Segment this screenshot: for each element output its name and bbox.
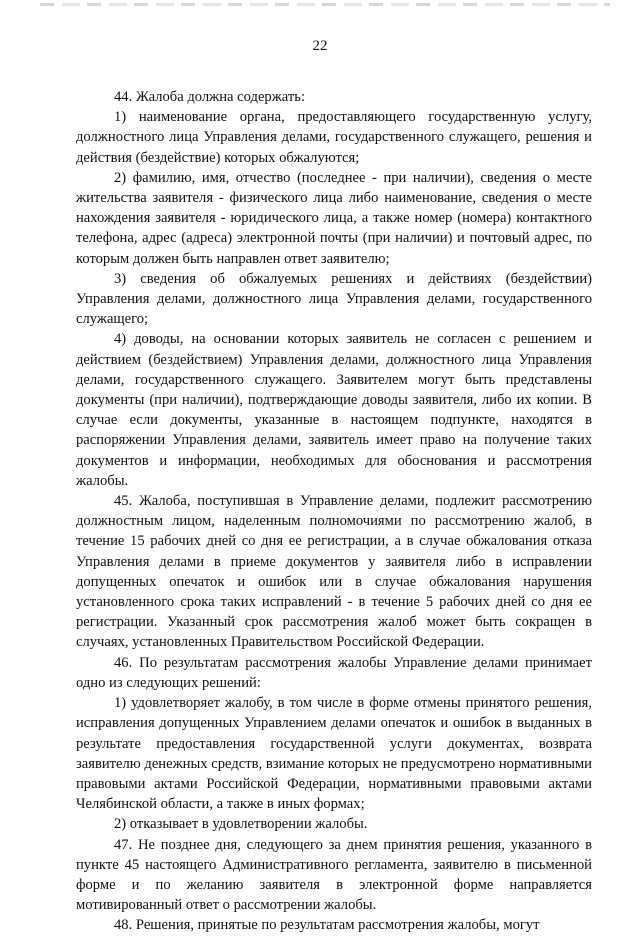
- paragraph-44-heading: 44. Жалоба должна содержать:: [114, 89, 305, 105]
- paragraph-46-item-2: 2) отказывает в удовлетворении жалобы.: [114, 816, 368, 833]
- paragraph-44-item-1: 1) наименование органа, предоставляющего государственную услугу, должностного лица Управления делами, государственного служащего, решения и действия (бездействие) которых обжалуются;: [76, 109, 592, 166]
- page-number: 22: [312, 38, 328, 54]
- paragraph-48: 48. Решения, принятые по результатам рассмотрения жалобы, могут: [114, 917, 540, 934]
- paragraph-44-item-3: 3) сведения об обжалуемых решениях и действиях (бездействии) Управления делами, должностного лица Управления делами, государственного служащего;: [76, 270, 592, 328]
- paragraph-44-item-2: 2) фамилию, имя, отчество (последнее - при наличии), сведения о месте жительства заявителя - физического лица либо наименование, сведения о месте нахождения заявителя - юридического лица, а также номер (номера) контактного телефона, адрес (адреса) электронной почты (при наличии) и почтовый адрес, по которым должен быть направлен ответ заявителю;: [76, 169, 592, 267]
- paragraph-45: 45. Жалоба, поступившая в Управление делами, подлежит рассмотрению должностным лицом, наделенным полномочиями по рассмотрению жалоб, в течение 15 рабочих дней со дня ее регистрации, а в случае обжалования отказа Управления делами в приеме документов у заявителя либо в исправлении допущенных опечаток и ошибок или в случае обжалования нарушения установленного срока таких исправлений - в течение 5 рабочих дней со дня ее регистрации. Указанный срок рассмотрения жалоб может быть сокращен в случаях, установленных Правительством Российской Федерации.: [76, 493, 592, 651]
- document-body: [76, 87, 592, 936]
- paragraph-44-item-4: 4) доводы, на основании которых заявитель не согласен с решением и действием (бездействием) Управления делами, должностного лица Управления делами, государственного служащего. Заявителем могут быть представлены документы (при наличии), подтверждающие доводы заявителя, либо их копии. В случае если документы, указанные в настоящем подпункте, находятся в распоряжении Управления делами, заявитель имеет право на получение таких документов и информации, необходимых для обоснования и рассмотрения жалобы.: [76, 331, 592, 489]
- paragraph-46-item-1: 1) удовлетворяет жалобу, в том числе в форме отмены принятого решения, исправления допущенных Управлением делами опечаток и ошибок в выданных в результате предоставления государственной услуги документах, возврата заявителю денежных средств, взимание которых не предусмотрено нормативными правовыми актами Российской Федерации, нормативными правовыми актами Челябинской области, а также в иных формах;: [76, 695, 592, 813]
- paragraph-46-heading: 46. По результатам рассмотрения жалобы Управление делами принимает одно из следующих решений:: [76, 654, 592, 691]
- scan-noise-strip: [40, 3, 610, 6]
- paragraph-47: 47. Не позднее дня, следующего за днем принятия решения, указанного в пункте 45 настоящего Административного регламента, заявителю в письменной форме и по желанию заявителя в электронной форме направляется мотивированный ответ о рассмотрении жалобы.: [76, 836, 592, 914]
